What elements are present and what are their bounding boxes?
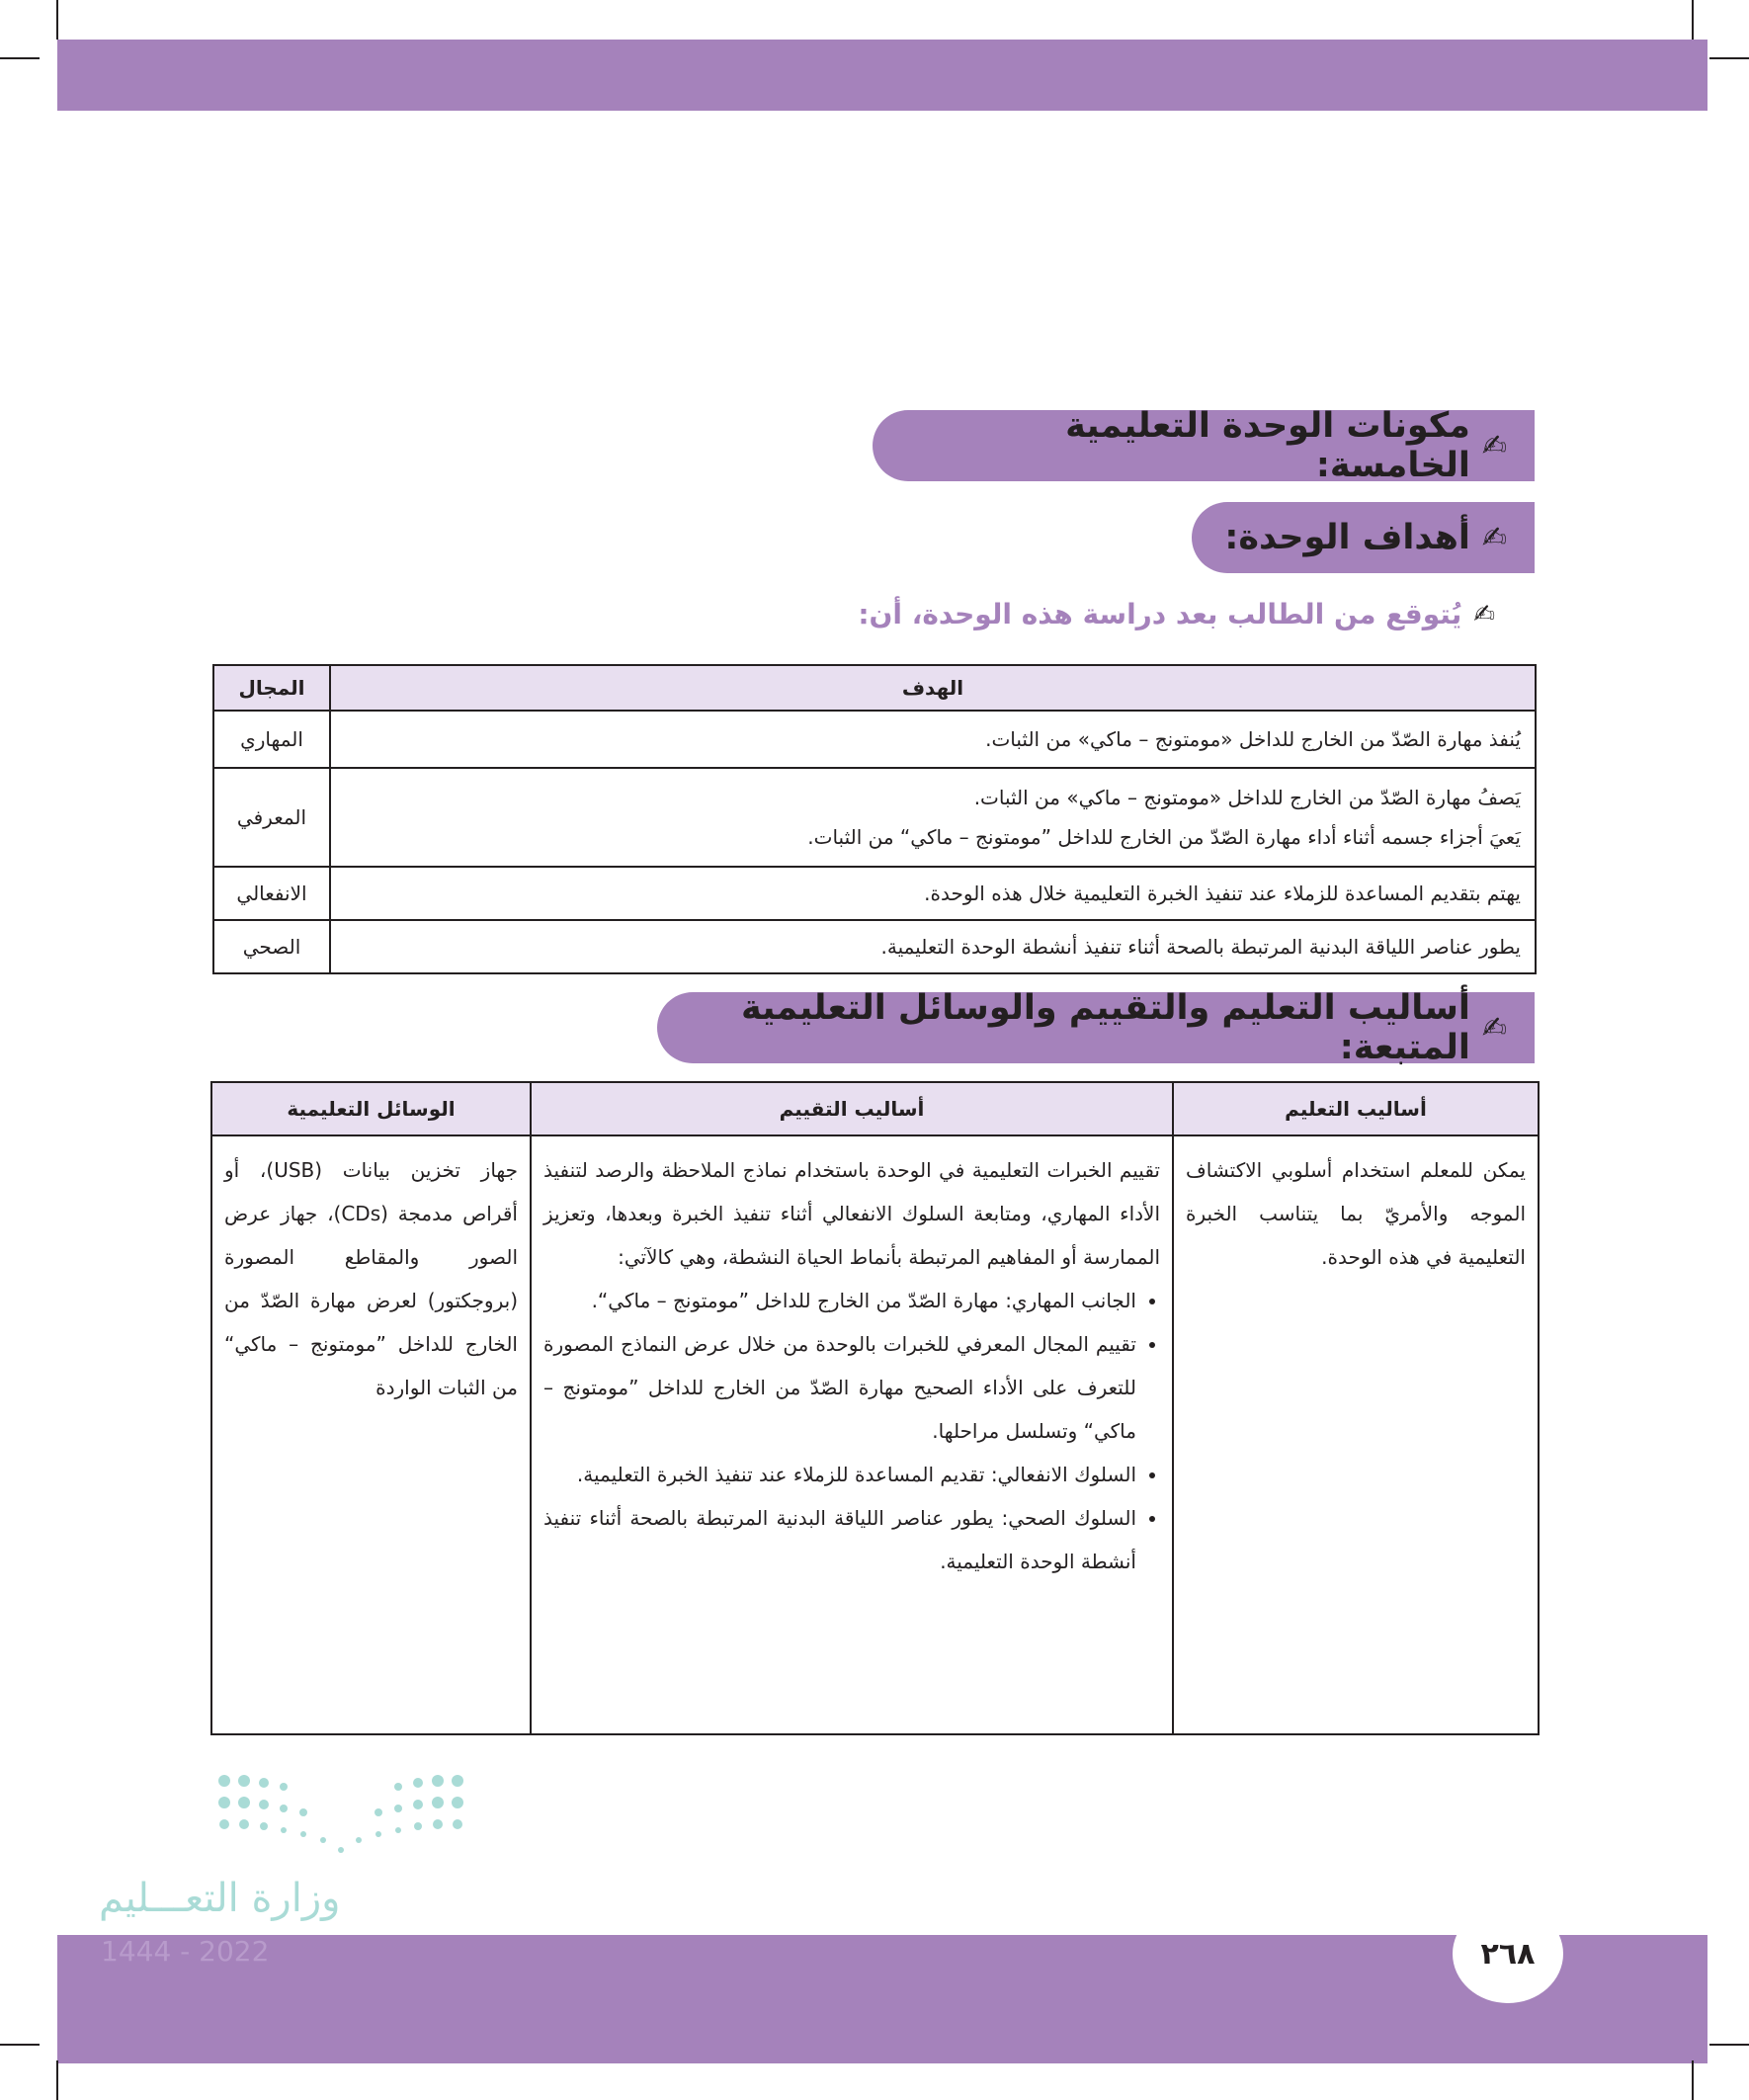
list-item: • تقييم المجال المعرفي للخبرات بالوحدة من خلال عرض النماذج المصورة للتعرف على الأداء الصحيح مهارة الصّدّ من الخارج للداخل ”مومتونج – ماكي“ وتسلسل مراحلها. bbox=[543, 1322, 1136, 1453]
components-heading bbox=[873, 406, 1535, 485]
page-number: ٢٦٨ bbox=[1453, 1904, 1563, 2003]
aids-header: الوسائل التعليمية bbox=[211, 1082, 531, 1135]
teaching-cell bbox=[1173, 1135, 1539, 1734]
assessment-cell bbox=[531, 1135, 1173, 1734]
assessment-list bbox=[543, 1279, 1160, 1583]
goals-header-row bbox=[213, 665, 1536, 711]
goal-line: يطور عناصر اللياقة البدنية المرتبطة بالصحة أثناء تنفيذ أنشطة الوحدة التعليمية. bbox=[880, 935, 1521, 959]
crop-mark bbox=[1692, 0, 1694, 40]
goal-cell bbox=[330, 711, 1536, 768]
methods-heading-text: أساليب التعليم والتقييم والوسائل التعليمية المتبعة: bbox=[740, 988, 1470, 1067]
crop-mark bbox=[0, 2044, 40, 2046]
objectives-heading-text: أهداف الوحدة: bbox=[1224, 518, 1470, 557]
aids-cell bbox=[211, 1135, 531, 1734]
expectation-text: يُتوقع من الطالب بعد دراسة هذه الوحدة، أن: bbox=[858, 598, 1462, 630]
methods-header-row bbox=[211, 1082, 1539, 1135]
goal-header: الهدف bbox=[330, 665, 1536, 711]
top-decor-band bbox=[57, 40, 1707, 111]
writing-hand-icon: ✍ bbox=[1481, 428, 1507, 463]
goals-table bbox=[212, 664, 1537, 974]
list-item: • السلوك الانفعالي: تقديم المساعدة للزملاء عند تنفيذ الخبرة التعليمية. bbox=[543, 1453, 1136, 1496]
domain-cell: المعرفي bbox=[213, 768, 330, 867]
crop-mark bbox=[56, 0, 58, 40]
table-row bbox=[213, 768, 1536, 867]
crop-mark bbox=[56, 2060, 58, 2100]
ministry-logo-subtext: 2022 - 1444 bbox=[101, 1935, 270, 1968]
domain-header: المجال bbox=[213, 665, 330, 711]
domain-cell: الانفعالي bbox=[213, 867, 330, 920]
goal-line: يَصفُ مهارة الصّدّ من الخارج للداخل «مومتونج – ماكي» من الثبات. bbox=[973, 786, 1521, 809]
table-row bbox=[213, 920, 1536, 973]
aids-text: جهاز تخزين بيانات (USB)، أو أقراص مدمجة (CDs)، جهاز عرض الصور والمقاطع المصورة (بروجكتور) لعرض مهارة الصّدّ من الخارج للداخل ”مومتونج – ماكي“ من الثبات الواردة bbox=[224, 1158, 518, 1399]
writing-hand-icon: ✍ bbox=[1473, 599, 1495, 630]
assessment-header: أساليب التقييم bbox=[531, 1082, 1173, 1135]
goal-line: يهتم بتقديم المساعدة للزملاء عند تنفيذ الخبرة التعليمية خلال هذه الوحدة. bbox=[924, 882, 1521, 905]
goal-cell bbox=[330, 768, 1536, 867]
expectation-line bbox=[858, 598, 1495, 630]
table-row bbox=[211, 1135, 1539, 1734]
writing-hand-icon: ✍ bbox=[1481, 520, 1507, 555]
crop-mark bbox=[0, 57, 40, 59]
list-item: • السلوك الصحي: يطور عناصر اللياقة البدنية المرتبطة بالصحة أثناء تنفيذ أنشطة الوحدة التعليمية. bbox=[543, 1496, 1136, 1583]
ministry-logo-text: وزارة التعـــليم bbox=[99, 1876, 341, 1921]
writing-hand-icon: ✍ bbox=[1481, 1010, 1507, 1046]
goal-cell bbox=[330, 920, 1536, 973]
methods-table bbox=[210, 1081, 1540, 1735]
teaching-text: يمكن للمعلم استخدام أسلوبي الاكتشاف الموجه والأمريّ بما يتناسب الخبرة التعليمية في هذه الوحدة. bbox=[1186, 1158, 1526, 1269]
goal-cell bbox=[330, 867, 1536, 920]
dots-logo-icon bbox=[212, 1769, 469, 1858]
list-item: • الجانب المهاري: مهارة الصّدّ من الخارج للداخل ”مومتونج – ماكي“. bbox=[543, 1279, 1136, 1322]
table-row bbox=[213, 867, 1536, 920]
components-heading-text: مكونات الوحدة التعليمية الخامسة: bbox=[1065, 406, 1470, 485]
teaching-header: أساليب التعليم bbox=[1173, 1082, 1539, 1135]
crop-mark bbox=[1709, 2044, 1749, 2046]
domain-cell: المهاري bbox=[213, 711, 330, 768]
objectives-heading bbox=[1192, 502, 1535, 573]
crop-mark bbox=[1709, 57, 1749, 59]
goal-line: يَعيَ أجزاء جسمه أثناء أداء مهارة الصّدّ من الخارج للداخل ”مومتونج – ماكي“ من الثبات. bbox=[807, 825, 1521, 849]
goal-line: يُنفذ مهارة الصّدّ من الخارج للداخل «مومتونج – ماكي» من الثبات. bbox=[985, 727, 1521, 751]
crop-mark bbox=[1692, 2060, 1694, 2100]
table-row bbox=[213, 711, 1536, 768]
assessment-intro: تقييم الخبرات التعليمية في الوحدة باستخدام نماذج الملاحظة والرصد لتنفيذ الأداء المهاري، ومتابعة السلوك الانفعالي أثناء تنفيذ الخبرة وبعدها، وتعزيز الممارسة أو المفاهيم المرتبطة بأنماط الحياة النشطة، وهي كالآتي: bbox=[543, 1158, 1160, 1269]
methods-heading bbox=[657, 988, 1535, 1067]
domain-cell: الصحي bbox=[213, 920, 330, 973]
